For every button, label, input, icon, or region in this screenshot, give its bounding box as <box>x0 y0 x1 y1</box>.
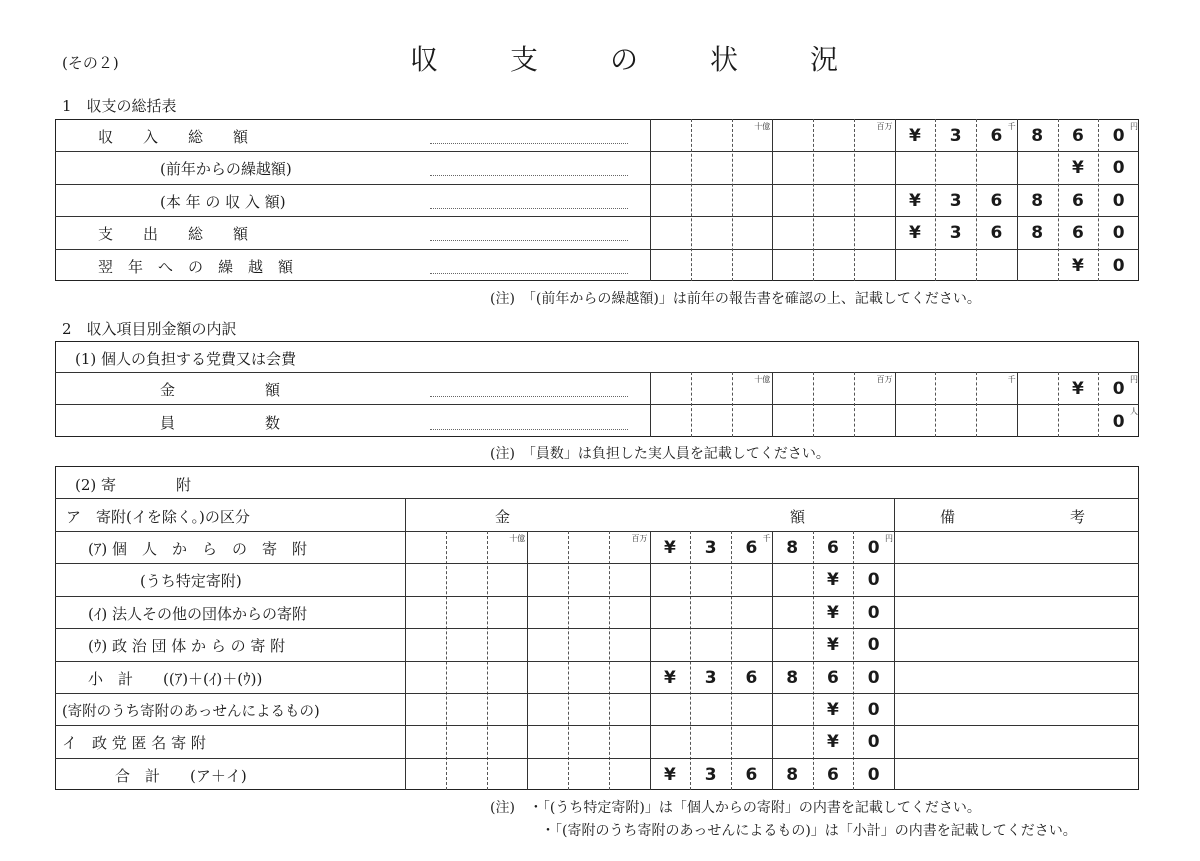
membership-row-label: 員 数 <box>160 413 281 432</box>
summary-leader-dots <box>430 273 628 274</box>
donation-row-line <box>55 661 1139 662</box>
donation-digit: 6 <box>826 538 839 558</box>
donation-digit: 8 <box>786 667 799 688</box>
page-title: 収 支 の 状 況 <box>410 43 861 76</box>
summary-digit: 0 <box>1112 158 1125 179</box>
membership-col-line <box>813 372 814 437</box>
donation-unit-label: 百万 <box>631 534 648 543</box>
donation-remarks-divider <box>894 498 895 790</box>
donation-amount-header: 金 <box>495 508 511 526</box>
donation-digit: ¥ <box>663 764 676 785</box>
membership-col-line <box>895 372 896 437</box>
donation-digit: 0 <box>867 538 880 558</box>
donation-row-label: (うち特定寄附) <box>140 572 242 591</box>
donation-kubun-header: ア 寄附(イを除く。)の区分 <box>66 508 250 526</box>
donation-digit: 6 <box>826 667 839 688</box>
summary-leader-dots <box>430 208 628 209</box>
summary-amount-divider <box>650 119 651 281</box>
donation-row-label: (ｲ) 法人その他の団体からの寄附 <box>88 604 307 623</box>
summary-leader-dots <box>430 175 628 176</box>
membership-leader-dots <box>430 396 628 397</box>
donation-row-line <box>55 693 1139 694</box>
summary-digit: ¥ <box>1071 255 1084 276</box>
donation-row-label: (寄附のうち寄附のあっせんによるもの) <box>62 704 320 720</box>
donation-digit: 0 <box>867 635 880 656</box>
summary-row-label: (前年からの繰越額) <box>160 160 292 179</box>
donation-digit: ¥ <box>826 700 839 720</box>
summary-digit: 3 <box>949 223 962 244</box>
donation-digit: ¥ <box>663 667 676 688</box>
donation-title: (2) 寄 附 <box>75 476 192 494</box>
membership-unit-label: 百万 <box>876 375 893 384</box>
summary-col-line <box>772 119 773 281</box>
membership-col-line <box>1017 372 1018 437</box>
membership-col-line <box>691 372 692 437</box>
summary-digit: 6 <box>1071 223 1084 244</box>
summary-digit: 0 <box>1112 255 1125 276</box>
donation-remarks-header: 備 <box>940 508 956 526</box>
summary-unit-label: 百万 <box>876 122 893 131</box>
donation-digit: 0 <box>867 667 880 688</box>
donation-row-line <box>55 758 1139 759</box>
donation-note-2: ・「(寄附のうち寄附のあっせんによるもの)」は「小計」の内書を記載してください。 <box>541 823 1077 839</box>
summary-digit: 0 <box>1112 223 1125 244</box>
summary-unit-label: 十億 <box>754 122 771 131</box>
summary-unit-label: 円 <box>1130 122 1138 131</box>
donation-row-label: イ 政 党 匿 名 寄 附 <box>62 734 206 753</box>
summary-digit: 6 <box>1071 126 1084 146</box>
membership-col-line <box>854 372 855 437</box>
summary-row-label: (本 年 の 収 入 額) <box>160 192 286 211</box>
summary-leader-dots <box>430 240 628 241</box>
donation-label-divider <box>405 498 406 790</box>
donation-unit-label: 円 <box>885 534 893 543</box>
donation-digit: 8 <box>786 764 799 785</box>
summary-digit: 8 <box>1031 223 1044 244</box>
membership-unit-label: 円 <box>1130 375 1138 384</box>
donation-digit: 8 <box>786 538 799 558</box>
summary-digit: 3 <box>949 126 962 146</box>
membership-col-line <box>772 372 773 437</box>
donation-digit: ¥ <box>663 538 676 558</box>
membership-unit-label: 千 <box>1007 375 1016 384</box>
membership-digit: 0 <box>1112 411 1125 432</box>
donation-digit: 0 <box>867 602 880 623</box>
donation-digit: 6 <box>745 667 758 688</box>
membership-col-line <box>732 372 733 437</box>
donation-digit: 0 <box>867 732 880 753</box>
donation-row-line <box>55 563 1139 564</box>
donation-row-line <box>55 725 1139 726</box>
membership-amount-divider <box>650 372 651 437</box>
donation-header-line <box>55 531 1139 532</box>
donation-note-1: (注) ・「(うち特定寄附)」は「個人からの寄附」の内書を記載してください。 <box>490 800 981 816</box>
donation-digit: 6 <box>826 764 839 785</box>
summary-row-label: 翌 年 へ の 繰 越 額 <box>98 257 294 276</box>
membership-row-label: 金 額 <box>160 381 281 399</box>
summary-col-line <box>732 119 733 281</box>
donation-digit: 3 <box>704 538 717 558</box>
donation-unit-label: 十億 <box>509 534 526 543</box>
summary-row-label: 支 出 総 額 <box>98 225 249 244</box>
membership-unit-nin: 人 <box>1130 407 1138 416</box>
membership-col-line <box>935 372 936 437</box>
membership-fee-note: (注) 「員数」は負担した実人員を記載してください。 <box>490 446 830 462</box>
membership-leader-dots <box>430 429 628 430</box>
donation-row-line <box>55 628 1139 629</box>
summary-digit: ¥ <box>908 190 921 211</box>
donation-digit: 0 <box>867 764 880 785</box>
summary-digit: 8 <box>1031 190 1044 211</box>
donation-digit: ¥ <box>826 732 839 753</box>
summary-leader-dots <box>430 143 628 144</box>
membership-col-line <box>976 372 977 437</box>
donation-remarks-header: 考 <box>1070 508 1086 526</box>
summary-digit: 0 <box>1112 190 1125 211</box>
section2-heading: 2 収入項目別金額の内訳 <box>62 320 237 338</box>
summary-digit: 6 <box>990 126 1003 146</box>
summary-row-label: 収 入 総 額 <box>98 128 249 146</box>
summary-col-line <box>813 119 814 281</box>
summary-digit: ¥ <box>908 223 921 244</box>
donation-row-line <box>55 596 1139 597</box>
donation-digit: 3 <box>704 667 717 688</box>
summary-digit: ¥ <box>1071 158 1084 179</box>
membership-fee-title: (1) 個人の負担する党費又は会費 <box>75 350 297 368</box>
summary-digit: 8 <box>1031 126 1044 146</box>
summary-digit: ¥ <box>908 126 921 146</box>
donation-row-label: (ｱ) 個 人 か ら の 寄 附 <box>88 540 307 558</box>
membership-unit-label: 十億 <box>754 375 771 384</box>
donation-digit: 3 <box>704 764 717 785</box>
summary-digit: 6 <box>1071 190 1084 211</box>
section1-heading: 1 収支の総括表 <box>62 97 177 115</box>
donation-row-label: (ｳ) 政 治 団 体 か ら の 寄 附 <box>88 637 286 656</box>
donation-row-label: 合 計 (ア＋イ) <box>115 766 247 785</box>
membership-digit: ¥ <box>1071 379 1084 399</box>
donation-unit-label: 千 <box>762 534 771 543</box>
donation-digit: ¥ <box>826 570 839 591</box>
page-label: (その２) <box>62 54 119 72</box>
summary-col-line <box>691 119 692 281</box>
summary-digit: 3 <box>949 190 962 211</box>
donation-digit: 0 <box>867 570 880 591</box>
donation-digit: 6 <box>745 538 758 558</box>
donation-digit: 0 <box>867 700 880 720</box>
summary-digit: 0 <box>1112 126 1125 146</box>
donation-digit: ¥ <box>826 635 839 656</box>
donation-title-line <box>55 498 1139 499</box>
section1-note: (注) 「(前年からの繰越額)」は前年の報告書を確認の上、記載してください。 <box>490 291 981 307</box>
summary-digit: 6 <box>990 223 1003 244</box>
summary-digit: 6 <box>990 190 1003 211</box>
donation-digit: 6 <box>745 764 758 785</box>
summary-col-line <box>854 119 855 281</box>
donation-digit: ¥ <box>826 602 839 623</box>
donation-row-label: 小 計 ((ｱ)＋(ｲ)＋(ｳ)) <box>88 669 263 688</box>
donation-amount-header: 額 <box>790 508 806 526</box>
summary-unit-label: 千 <box>1007 122 1016 131</box>
membership-digit: 0 <box>1112 379 1125 399</box>
